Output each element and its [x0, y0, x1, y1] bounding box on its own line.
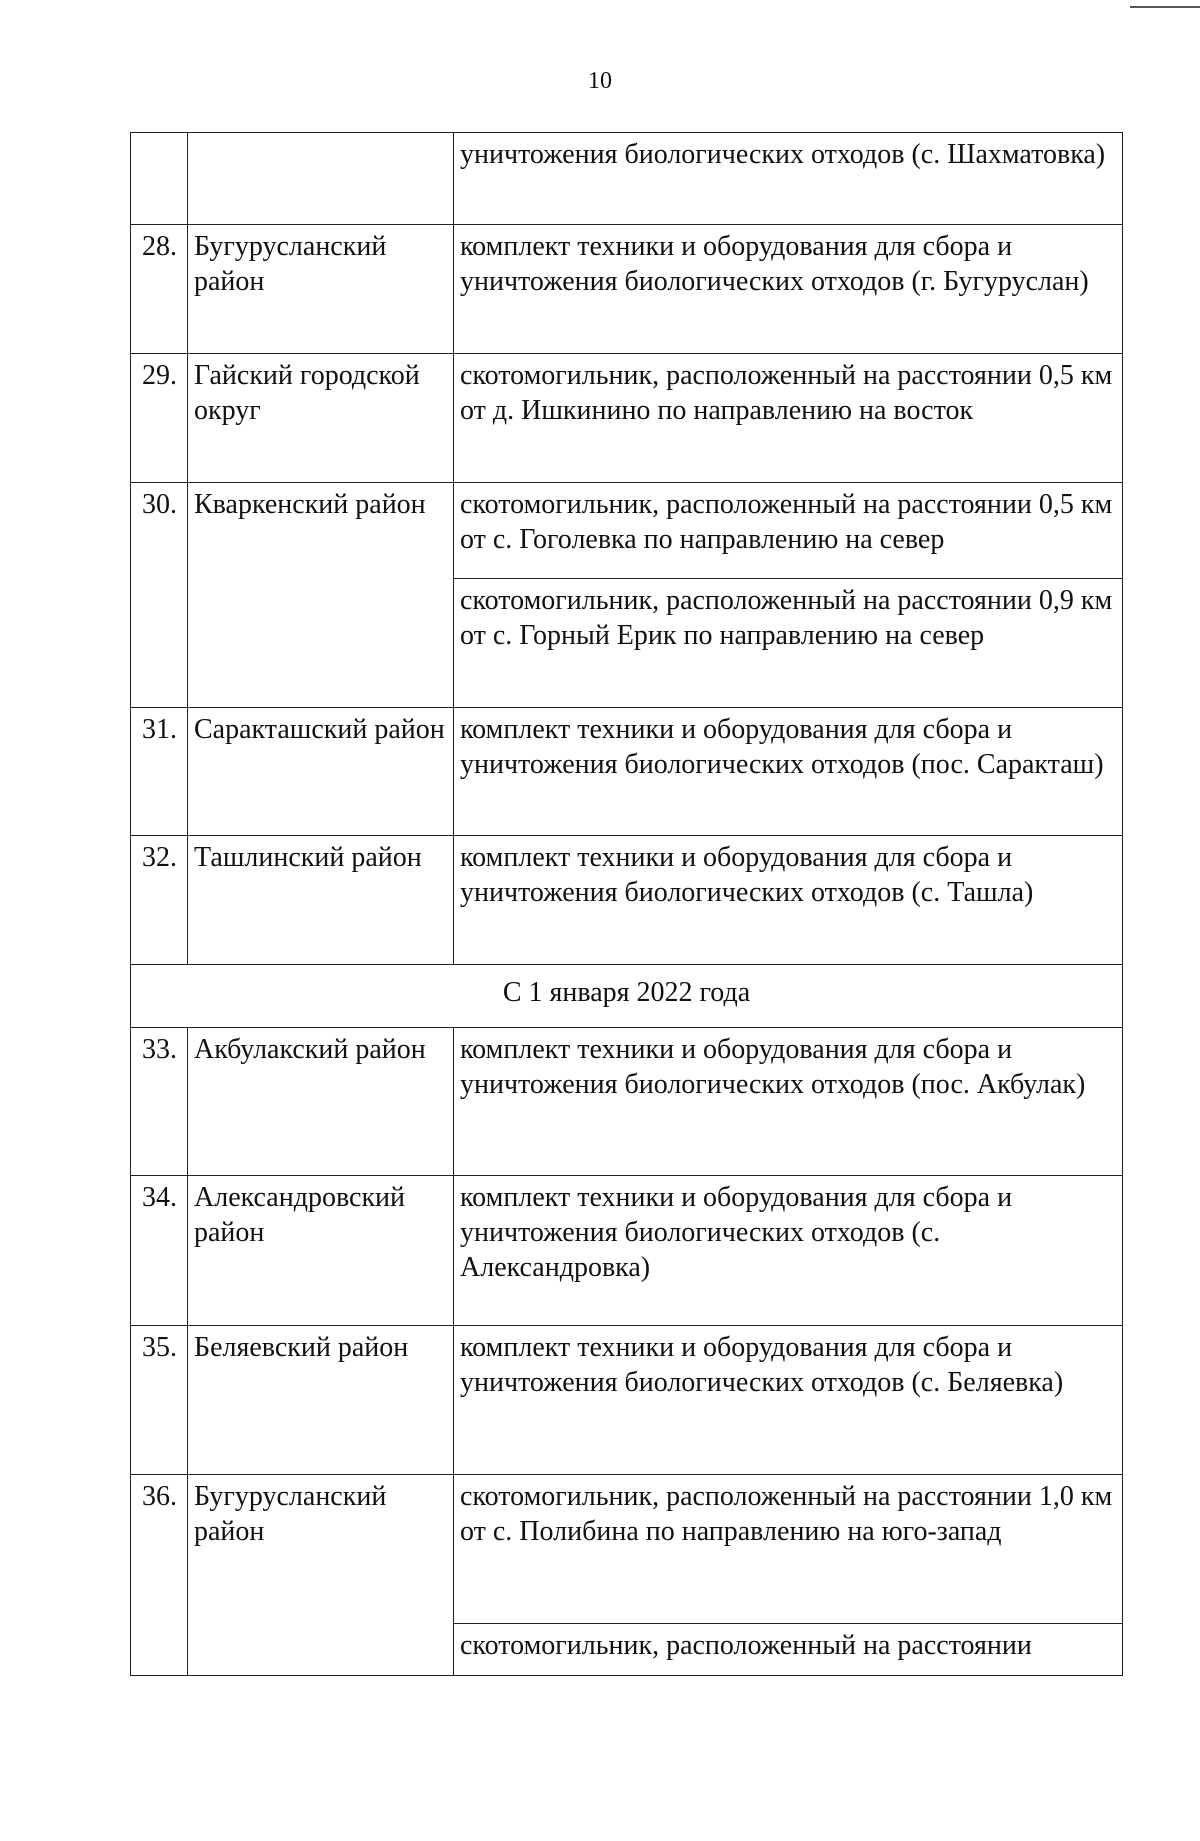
facilities-table: [130, 132, 1123, 1676]
table-row: [131, 1028, 1123, 1176]
table-row: [131, 483, 1123, 579]
page-number: 10: [588, 68, 612, 94]
row-number: [131, 133, 188, 225]
facility-description: скотомогильник, расположенный на расстоянии 0,5 км от д. Ишкинино по направлению на восток: [454, 354, 1123, 483]
district-name: Акбулакский район: [188, 1028, 454, 1176]
table-row: [131, 708, 1123, 836]
row-number: 36.: [131, 1475, 188, 1676]
facility-description: комплект техники и оборудования для сбора и уничтожения биологических отходов (г. Бугуруслан): [454, 225, 1123, 354]
facility-description: комплект техники и оборудования для сбора и уничтожения биологических отходов (пос. Саракташ): [454, 708, 1123, 836]
facility-description: скотомогильник, расположенный на расстоянии 0,9 км от с. Горный Ерик по направлению на север: [454, 579, 1123, 708]
row-number: 31.: [131, 708, 188, 836]
facility-description: комплект техники и оборудования для сбора и уничтожения биологических отходов (с. Ташла): [454, 836, 1123, 965]
district-name: [188, 133, 454, 225]
district-name: Бугурусланский район: [188, 1475, 454, 1676]
district-name: Беляевский район: [188, 1326, 454, 1475]
row-number: 32.: [131, 836, 188, 965]
facility-description: комплект техники и оборудования для сбора и уничтожения биологических отходов (с. Александровка): [454, 1176, 1123, 1326]
facility-description: комплект техники и оборудования для сбора и уничтожения биологических отходов (с. Беляевка): [454, 1326, 1123, 1475]
facility-description: скотомогильник, расположенный на расстоянии 1,0 км от с. Полибина по направлению на юго-запад: [454, 1475, 1123, 1624]
district-name: Кваркенский район: [188, 483, 454, 708]
row-number: 33.: [131, 1028, 188, 1176]
district-name: Бугурусланский район: [188, 225, 454, 354]
row-number: 28.: [131, 225, 188, 354]
table-row: [131, 354, 1123, 483]
facility-description: уничтожения биологических отходов (с. Шахматовка): [454, 133, 1123, 225]
table-row: [131, 133, 1123, 225]
table-row: [131, 836, 1123, 965]
corner-scan-mark: [1130, 6, 1200, 8]
district-name: Саракташский район: [188, 708, 454, 836]
district-name: Гайский городской округ: [188, 354, 454, 483]
table-row: [131, 225, 1123, 354]
row-number: 29.: [131, 354, 188, 483]
table-row: [131, 1326, 1123, 1475]
section-row: [131, 965, 1123, 1028]
district-name: Александровский район: [188, 1176, 454, 1326]
table-row: [131, 1475, 1123, 1624]
row-number: 35.: [131, 1326, 188, 1475]
section-heading: С 1 января 2022 года: [131, 965, 1123, 1028]
facility-description: скотомогильник, расположенный на расстоянии 0,5 км от с. Гоголевка по направлению на север: [454, 483, 1123, 579]
table-row: [131, 1176, 1123, 1326]
district-name: Ташлинский район: [188, 836, 454, 965]
facility-description: скотомогильник, расположенный на расстоянии: [454, 1624, 1123, 1676]
row-number: 34.: [131, 1176, 188, 1326]
facility-description: комплект техники и оборудования для сбора и уничтожения биологических отходов (пос. Акбулак): [454, 1028, 1123, 1176]
row-number: 30.: [131, 483, 188, 708]
